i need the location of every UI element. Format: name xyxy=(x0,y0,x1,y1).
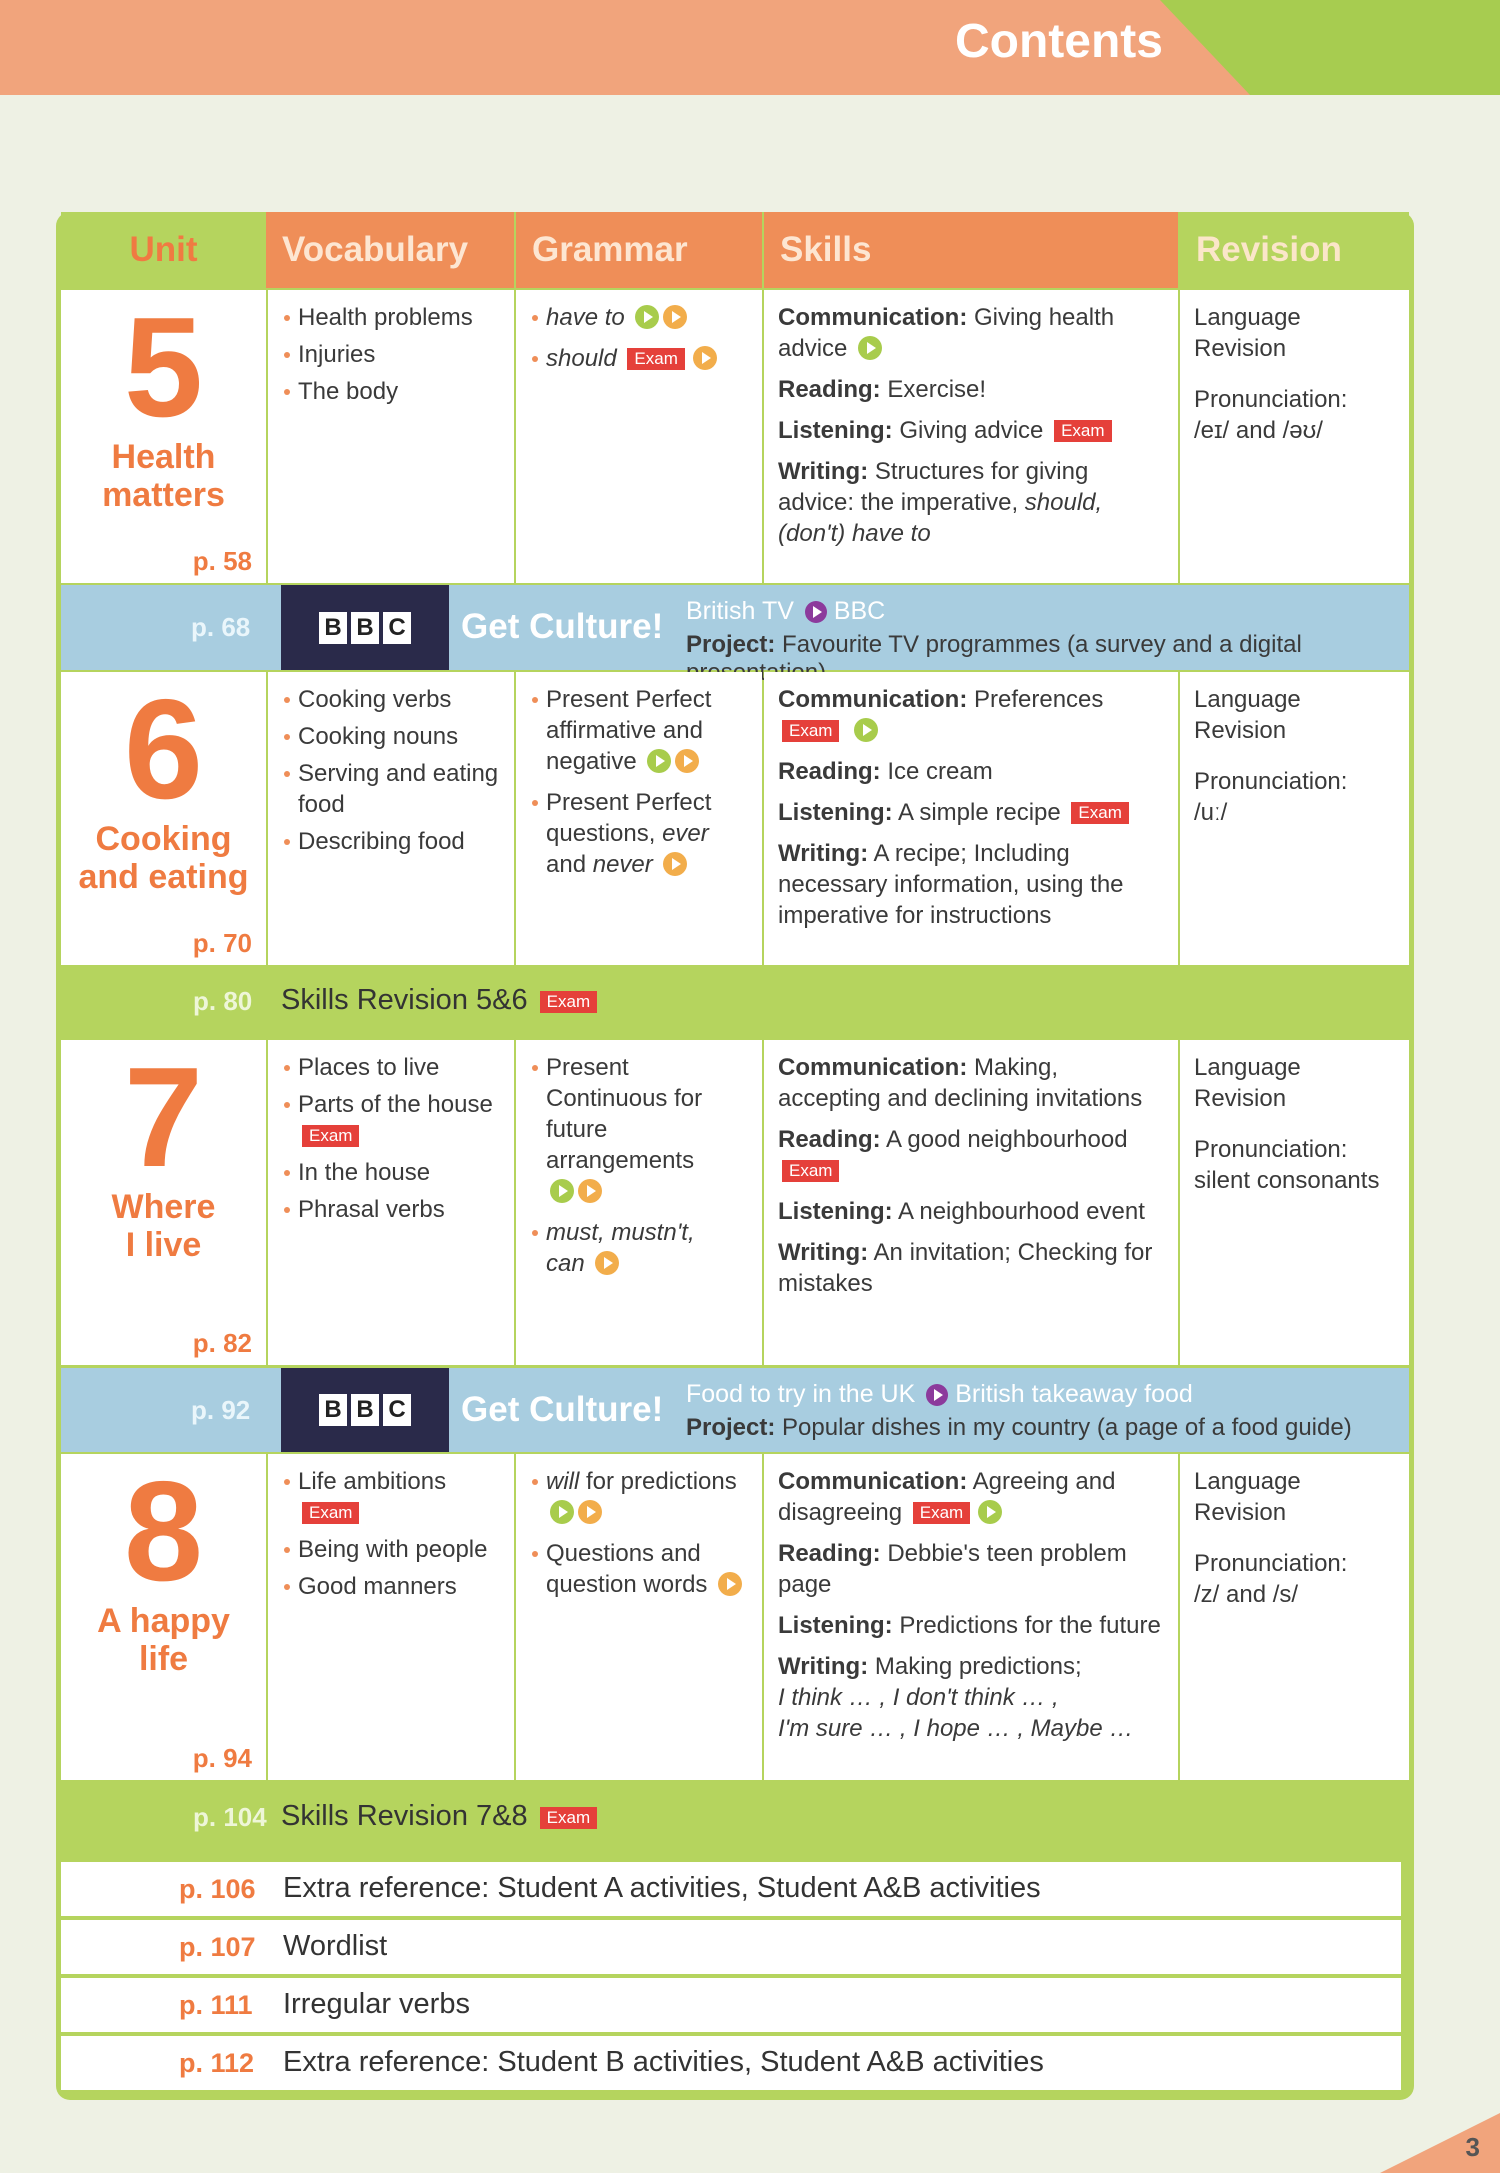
skills-revision-text: Skills Revision 7&8 xyxy=(281,1800,528,1832)
video-icon xyxy=(578,1500,602,1524)
exam-badge: Exam xyxy=(627,348,684,370)
video-icon xyxy=(595,1251,619,1275)
culture-topic: Food to try in the UK xyxy=(686,1380,916,1408)
skill-communication: Agreeing and disagreeing xyxy=(778,1468,1116,1526)
skill-listening: A simple recipe xyxy=(898,799,1061,826)
video-icon xyxy=(858,336,882,360)
unit-7-title xyxy=(61,1040,266,1365)
skill-reading: Ice cream xyxy=(887,758,993,785)
video-icon xyxy=(854,718,878,742)
unit-6-vocabulary xyxy=(268,672,514,965)
unit-number: 6 xyxy=(124,670,203,829)
video-icon xyxy=(926,1384,948,1406)
unit-5-revision: Language Revision Pronunciation: /eɪ/ and /əʊ/ xyxy=(1180,290,1409,583)
extra-text: Wordlist xyxy=(283,1930,388,1962)
unit-6-title xyxy=(61,672,266,965)
skills-revision-text: Skills Revision 5&6 xyxy=(281,984,528,1016)
unit-8-skills: Communication: Agreeing and disagreeing Exam Reading: Debbie's teen problem page Listening: Predictions for the future Writing: Making predictions; I think … , I don't think … , I'm sure … , I hope … , Maybe … xyxy=(764,1454,1178,1780)
exam-badge: Exam xyxy=(1071,802,1128,824)
header-revision: Revision xyxy=(1180,212,1409,288)
unit-name: life xyxy=(138,1640,189,1678)
unit-6-skills: Communication: Preferences Exam Reading: Ice cream Listening: A simple recipe Exam Writing: A recipe; Including necessary information, using the imperative for instructions xyxy=(764,672,1178,965)
vocab-item: Cooking verbs xyxy=(282,684,500,715)
video-icon xyxy=(663,852,687,876)
vocab-item: Health problems xyxy=(282,302,500,333)
culture-video: BBC xyxy=(833,597,886,625)
unit-7-grammar: Present Continuous for future arrangements must, mustn't, can xyxy=(516,1040,762,1365)
extra-row xyxy=(61,1978,1401,2032)
culture-project: Popular dishes in my country (a page of a food guide) xyxy=(782,1414,1352,1441)
video-icon xyxy=(978,1500,1002,1524)
video-icon xyxy=(550,1179,574,1203)
vocab-item: Places to live xyxy=(282,1052,500,1083)
culture-video: British takeaway food xyxy=(955,1380,1193,1408)
video-icon xyxy=(675,749,699,773)
skill-listening: Giving advice xyxy=(899,417,1044,444)
unit-page: p. 82 xyxy=(192,1328,252,1358)
unit-5-vocabulary xyxy=(268,290,514,583)
vocab-item: Good manners xyxy=(282,1571,500,1602)
skill-listening: Predictions for the future xyxy=(899,1612,1161,1639)
skill-communication: Making, accepting and declining invitations xyxy=(778,1054,1143,1112)
unit-page: p. 58 xyxy=(192,546,252,576)
bbc-logo: B B C xyxy=(281,1368,449,1452)
skill-communication: Preferences xyxy=(974,686,1104,713)
unit-7-revision: Language Revision Pronunciation: silent consonants xyxy=(1180,1040,1409,1365)
unit-name: and eating xyxy=(78,858,249,896)
pronunciation: /z/ and /s/ xyxy=(1194,1581,1299,1608)
unit-7-skills: Communication: Making, accepting and declining invitations Reading: A good neighbourhood Exam Listening: A neighbourhood event Writing: An invitation; Checking for mistakes xyxy=(764,1040,1178,1365)
unit-name: Cooking xyxy=(95,820,232,858)
pronunciation: /eɪ/ and /əʊ/ xyxy=(1194,417,1323,444)
header-grammar: Grammar xyxy=(516,212,762,288)
pronunciation: /uː/ xyxy=(1194,799,1228,826)
vocab-item: Parts of the house xyxy=(298,1091,493,1118)
grammar-item: Questions and question words xyxy=(546,1540,708,1598)
header-skills: Skills xyxy=(764,212,1178,288)
vocab-item: Serving and eating food xyxy=(282,758,500,820)
get-culture-title: Get Culture! xyxy=(461,1390,664,1429)
skill-reading: A good neighbourhood xyxy=(886,1126,1128,1153)
extra-text: Extra reference: Student A activities, Student A&B activities xyxy=(283,1872,1041,1904)
grammar-item: Present Continuous for future arrangements xyxy=(546,1054,703,1174)
unit-name: A happy xyxy=(97,1602,230,1640)
extra-row xyxy=(61,1920,1401,1974)
vocab-item: Life ambitions xyxy=(298,1468,447,1495)
grammar-item: have to xyxy=(546,304,625,331)
unit-8-title xyxy=(61,1454,266,1780)
vocab-item: Being with people xyxy=(282,1534,500,1565)
unit-7-vocabulary xyxy=(268,1040,514,1365)
get-culture-title: Get Culture! xyxy=(461,607,664,646)
unit-6-grammar: Present Perfect affirmative and negative Present Perfect questions, ever and never xyxy=(516,672,762,965)
culture-page: p. 68 xyxy=(191,612,251,642)
culture-topic: British TV xyxy=(686,597,794,625)
video-icon xyxy=(647,749,671,773)
unit-5-title xyxy=(61,290,266,583)
skill-listening: A neighbourhood event xyxy=(898,1198,1145,1225)
page-corner xyxy=(1380,2113,1500,2173)
skill-writing: Making predictions; xyxy=(874,1653,1082,1680)
culture-band: p. 68 B B C Get Culture! British TV BBC Project: Favourite TV programmes (a survey and a digital xyxy=(61,585,1409,670)
unit-name: Where xyxy=(111,1188,216,1226)
video-icon xyxy=(693,346,717,370)
skill-reading: Exercise! xyxy=(887,376,987,403)
vocab-item: The body xyxy=(282,376,500,407)
skills-revision-page: p. 80 xyxy=(193,986,253,1016)
extra-page: p. 112 xyxy=(179,2048,255,2078)
exam-badge: Exam xyxy=(782,720,839,742)
exam-badge: Exam xyxy=(540,991,597,1013)
video-icon xyxy=(578,1179,602,1203)
culture-project: Favourite TV programmes (a survey and a digital xyxy=(782,631,1302,658)
header-unit: Unit xyxy=(61,212,266,288)
bbc-logo: B B C xyxy=(281,585,449,670)
extra-row xyxy=(61,1862,1401,1916)
skill-reading: Debbie's teen problem page xyxy=(778,1540,1127,1598)
extra-page: p. 106 xyxy=(179,1874,256,1904)
extra-page: p. 107 xyxy=(179,1932,256,1962)
exam-badge: Exam xyxy=(1054,420,1111,442)
exam-badge: Exam xyxy=(782,1160,839,1182)
exam-badge: Exam xyxy=(302,1125,359,1147)
grammar-item: should xyxy=(546,345,617,372)
extra-text: Extra reference: Student B activities, Student A&B activities xyxy=(283,2046,1044,2078)
grammar-item: must, mustn't, xyxy=(546,1219,695,1246)
header-vocabulary: Vocabulary xyxy=(266,212,514,288)
page-number: 3 xyxy=(1465,2132,1480,2162)
unit-number: 8 xyxy=(124,1452,203,1611)
exam-badge: Exam xyxy=(540,1807,597,1829)
page-title: Contents xyxy=(955,15,1163,68)
exam-badge: Exam xyxy=(913,1502,970,1524)
extra-page: p. 111 xyxy=(179,1990,253,2020)
grammar-item: will xyxy=(546,1468,580,1495)
unit-page: p. 70 xyxy=(192,928,252,958)
vocab-item: In the house xyxy=(282,1157,500,1188)
unit-8-vocabulary xyxy=(268,1454,514,1780)
video-icon xyxy=(718,1572,742,1596)
video-icon xyxy=(635,305,659,329)
video-icon xyxy=(550,1500,574,1524)
skills-revision-row xyxy=(61,1784,1409,1854)
unit-5-grammar xyxy=(516,290,762,583)
video-icon xyxy=(663,305,687,329)
skill-writing: Structures for giving advice: the imperative, xyxy=(778,458,1089,516)
extra-row xyxy=(61,2036,1401,2090)
unit-name: matters xyxy=(102,476,225,514)
unit-name: Health xyxy=(111,438,216,476)
culture-page: p. 92 xyxy=(191,1395,251,1425)
unit-5-skills: Communication: Giving health advice Reading: Exercise! Listening: Giving advice Exam Writing: Structures for giving advice: the imperative, should, (don't) have to xyxy=(764,290,1178,583)
skill-writing: An invitation; Checking for mistakes xyxy=(778,1239,1153,1297)
vocab-item: Injuries xyxy=(282,339,500,370)
unit-6-revision: Language Revision Pronunciation: /uː/ xyxy=(1180,672,1409,965)
skills-revision-row xyxy=(61,968,1409,1038)
video-icon xyxy=(805,601,827,623)
exam-badge: Exam xyxy=(302,1502,359,1524)
unit-8-revision: Language Revision Pronunciation: /z/ and /s/ xyxy=(1180,1454,1409,1780)
unit-number: 5 xyxy=(124,288,203,447)
unit-8-grammar: will for predictions Questions and question words xyxy=(516,1454,762,1780)
vocab-item: Describing food xyxy=(282,826,500,857)
pronunciation: silent consonants xyxy=(1194,1167,1380,1194)
culture-band: p. 92 B B C Get Culture! Food to try in the UK British takeaway food Project: Popular dishes in my country (a page of a food guide) xyxy=(61,1368,1409,1452)
skill-communication: Giving health advice xyxy=(778,304,1115,362)
vocab-item: Phrasal verbs xyxy=(282,1194,500,1225)
skill-writing: A recipe; Including necessary information, using the imperative for instructions xyxy=(778,840,1124,929)
unit-number: 7 xyxy=(124,1038,203,1197)
vocab-item: Cooking nouns xyxy=(282,721,500,752)
unit-name: I live xyxy=(125,1226,202,1264)
skills-revision-page: p. 104 xyxy=(193,1802,267,1832)
extra-text: Irregular verbs xyxy=(283,1988,470,2020)
unit-page: p. 94 xyxy=(192,1743,252,1773)
